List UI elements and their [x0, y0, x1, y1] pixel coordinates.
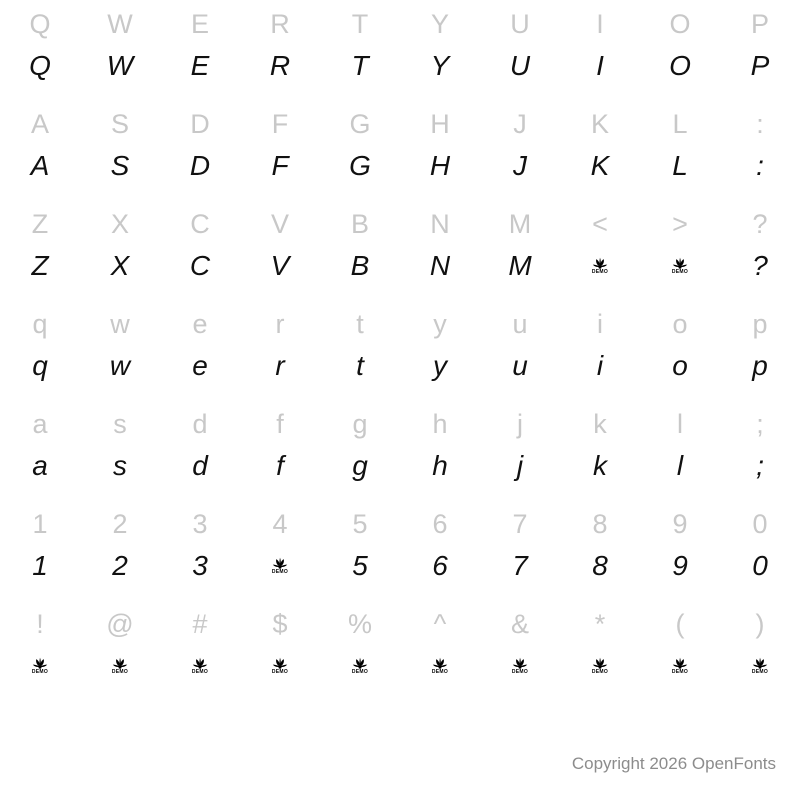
char-cell	[160, 400, 240, 500]
char-cell	[240, 500, 320, 600]
glyph-sample: V	[270, 250, 290, 281]
demo-watermark	[640, 640, 720, 692]
key-label: P	[750, 9, 769, 39]
glyph-sample: g	[352, 450, 368, 481]
char-cell	[0, 0, 80, 100]
char-cell	[480, 200, 560, 300]
glyph-sample: w	[109, 350, 131, 381]
char-cell	[480, 500, 560, 600]
key-label: %	[347, 609, 372, 639]
leaf-burst-icon	[672, 257, 688, 269]
glyph-sample: 0	[752, 550, 768, 581]
char-cell	[320, 500, 400, 600]
leaf-burst-icon	[272, 557, 288, 569]
leaf-burst-icon	[592, 657, 608, 669]
char-cell	[480, 0, 560, 100]
demo-label: DEMO	[351, 669, 369, 675]
key-label: F	[271, 109, 289, 139]
glyph-sample: T	[351, 50, 369, 81]
char-cell	[0, 500, 80, 600]
key-label: w	[110, 309, 130, 339]
char-cell	[0, 200, 80, 300]
key-label: 4	[272, 509, 288, 539]
char-cell	[720, 300, 800, 400]
demo-label: DEMO	[271, 569, 289, 575]
char-cell	[720, 400, 800, 500]
key-label: 0	[752, 509, 768, 539]
key-label: Y	[430, 9, 449, 39]
char-cell	[320, 200, 400, 300]
char-cell	[720, 0, 800, 100]
char-cell	[320, 0, 400, 100]
glyph-sample: A	[30, 150, 50, 181]
key-label: E	[190, 9, 209, 39]
char-cell	[480, 400, 560, 500]
demo-label: DEMO	[31, 669, 49, 675]
key-label: f	[276, 409, 284, 439]
char-cell	[560, 400, 640, 500]
glyph-sample: l	[676, 450, 684, 481]
leaf-burst-icon	[432, 657, 448, 669]
key-label: C	[190, 209, 210, 239]
key-label: &	[510, 609, 529, 639]
char-cell	[160, 0, 240, 100]
glyph-sample: f	[276, 450, 284, 481]
char-cell	[560, 600, 640, 700]
glyph-sample: 9	[672, 550, 688, 581]
glyph-sample: N	[429, 250, 451, 281]
glyph-sample: t	[356, 350, 364, 381]
key-label: a	[32, 409, 48, 439]
glyph-sample: 6	[432, 550, 448, 581]
leaf-burst-icon	[192, 657, 208, 669]
char-cell	[400, 200, 480, 300]
demo-label: DEMO	[671, 669, 689, 675]
char-cell	[0, 400, 80, 500]
key-label: N	[430, 209, 450, 239]
char-cell	[80, 0, 160, 100]
key-label: 8	[592, 509, 608, 539]
char-cell	[80, 500, 160, 600]
glyph-sample: G	[349, 150, 371, 181]
key-label: j	[517, 409, 523, 439]
leaf-burst-icon	[32, 657, 48, 669]
char-cell	[80, 600, 160, 700]
char-cell	[480, 600, 560, 700]
key-label: (	[675, 609, 685, 639]
demo-watermark	[0, 640, 80, 692]
char-cell	[720, 600, 800, 700]
char-cell	[560, 500, 640, 600]
char-cell	[720, 200, 800, 300]
glyph-sample: 7	[512, 550, 528, 581]
char-cell	[560, 300, 640, 400]
demo-label: DEMO	[671, 269, 689, 275]
key-label: Q	[29, 9, 51, 39]
char-cell	[640, 200, 720, 300]
key-label: 1	[32, 509, 48, 539]
glyph-sample: E	[190, 50, 210, 81]
key-label: !	[36, 609, 44, 639]
glyph-sample: U	[509, 50, 531, 81]
glyph-sample: p	[752, 350, 768, 381]
char-cell	[480, 300, 560, 400]
demo-watermark	[160, 640, 240, 692]
key-label: H	[430, 109, 450, 139]
char-cell	[240, 0, 320, 100]
glyph-sample: X	[110, 250, 130, 281]
glyph-sample: q	[32, 350, 48, 381]
leaf-burst-icon	[512, 657, 528, 669]
glyph-sample: u	[512, 350, 528, 381]
char-cell	[720, 500, 800, 600]
glyph-sample: y	[433, 350, 447, 381]
char-cell	[720, 100, 800, 200]
char-cell	[640, 300, 720, 400]
key-label: 6	[432, 509, 448, 539]
key-label: S	[110, 109, 129, 139]
key-label: :	[756, 109, 764, 139]
leaf-burst-icon	[352, 657, 368, 669]
key-label: >	[672, 209, 688, 239]
key-label: *	[594, 609, 606, 639]
key-label: I	[596, 9, 604, 39]
key-label: A	[30, 109, 49, 139]
char-cell	[560, 200, 640, 300]
demo-watermark	[480, 640, 560, 692]
glyph-sample: i	[596, 350, 604, 381]
glyph-sample: I	[596, 50, 604, 81]
glyph-sample: W	[106, 50, 134, 81]
char-cell	[400, 600, 480, 700]
char-cell	[240, 400, 320, 500]
copyright-notice: Copyright 2026 OpenFonts	[571, 754, 776, 773]
glyph-sample: Q	[29, 50, 51, 81]
key-label: 5	[352, 509, 368, 539]
key-label: U	[510, 9, 530, 39]
key-label: e	[192, 309, 208, 339]
glyph-sample: M	[508, 250, 532, 281]
demo-watermark	[560, 240, 640, 292]
glyph-sample: P	[750, 50, 770, 81]
char-cell	[320, 400, 400, 500]
char-cell	[400, 100, 480, 200]
char-cell	[160, 200, 240, 300]
char-cell	[80, 400, 160, 500]
key-label: B	[350, 209, 369, 239]
char-cell	[160, 600, 240, 700]
glyph-sample: r	[275, 350, 285, 381]
char-cell	[0, 300, 80, 400]
char-cell	[400, 500, 480, 600]
glyph-sample: 2	[112, 550, 128, 581]
demo-watermark	[80, 640, 160, 692]
demo-label: DEMO	[111, 669, 129, 675]
key-label: 9	[672, 509, 688, 539]
leaf-burst-icon	[112, 657, 128, 669]
key-label: k	[593, 409, 607, 439]
char-cell	[640, 600, 720, 700]
char-cell	[160, 100, 240, 200]
demo-watermark	[240, 540, 320, 592]
key-label: l	[677, 409, 683, 439]
demo-label: DEMO	[591, 269, 609, 275]
key-label: K	[590, 109, 609, 139]
key-label: s	[113, 409, 127, 439]
key-label: L	[672, 109, 688, 139]
key-label: )	[755, 609, 765, 639]
char-cell	[640, 400, 720, 500]
char-cell	[240, 200, 320, 300]
leaf-burst-icon	[752, 657, 768, 669]
glyph-sample: e	[192, 350, 208, 381]
glyph-sample: K	[590, 150, 610, 181]
key-label: #	[192, 609, 208, 639]
char-cell	[240, 300, 320, 400]
char-cell	[0, 100, 80, 200]
glyph-sample: 8	[592, 550, 608, 581]
char-cell	[560, 0, 640, 100]
glyph-sample: ;	[756, 450, 764, 481]
key-label: i	[597, 309, 603, 339]
char-cell	[80, 200, 160, 300]
demo-label: DEMO	[751, 669, 769, 675]
key-label: r	[275, 309, 285, 339]
glyph-sample: B	[350, 250, 370, 281]
glyph-sample: a	[32, 450, 48, 481]
char-cell	[400, 0, 480, 100]
key-label: X	[110, 209, 129, 239]
demo-watermark	[560, 640, 640, 692]
glyph-sample: o	[672, 350, 688, 381]
char-cell	[640, 100, 720, 200]
key-label: d	[192, 409, 208, 439]
glyph-sample: ?	[752, 250, 768, 281]
char-cell	[400, 400, 480, 500]
key-label: R	[270, 9, 290, 39]
char-cell	[640, 500, 720, 600]
key-label: o	[672, 309, 688, 339]
key-label: t	[356, 309, 364, 339]
glyph-sample: 5	[352, 550, 368, 581]
key-label: 2	[112, 509, 128, 539]
char-cell	[240, 100, 320, 200]
key-label: 3	[192, 509, 208, 539]
glyph-sample: :	[756, 150, 764, 181]
char-cell	[320, 300, 400, 400]
char-cell	[480, 100, 560, 200]
glyph-sample: L	[672, 150, 688, 181]
demo-watermark	[320, 640, 400, 692]
demo-watermark	[240, 640, 320, 692]
glyph-sample: C	[189, 250, 211, 281]
key-label: ;	[756, 409, 764, 439]
glyph-sample: 1	[32, 550, 48, 581]
glyph-sample: H	[429, 150, 451, 181]
leaf-burst-icon	[272, 657, 288, 669]
char-cell	[160, 500, 240, 600]
char-cell	[160, 300, 240, 400]
key-label: V	[270, 209, 289, 239]
char-cell	[400, 300, 480, 400]
glyph-sample: O	[669, 50, 691, 81]
glyph-sample: S	[110, 150, 130, 181]
demo-watermark	[640, 240, 720, 292]
leaf-burst-icon	[672, 657, 688, 669]
key-label: y	[433, 309, 447, 339]
char-cell	[80, 300, 160, 400]
glyph-sample: d	[192, 450, 208, 481]
glyph-sample: F	[271, 150, 289, 181]
key-label: p	[752, 309, 768, 339]
key-label: G	[349, 109, 371, 139]
char-cell	[640, 0, 720, 100]
key-label: ^	[433, 609, 447, 639]
glyph-sample: D	[189, 150, 211, 181]
demo-watermark	[720, 640, 800, 692]
char-cell	[320, 600, 400, 700]
char-cell	[80, 100, 160, 200]
key-label: D	[190, 109, 210, 139]
glyph-sample: R	[269, 50, 291, 81]
char-cell	[240, 600, 320, 700]
demo-label: DEMO	[511, 669, 529, 675]
key-label: g	[352, 409, 368, 439]
demo-label: DEMO	[191, 669, 209, 675]
glyph-sample: k	[593, 450, 607, 481]
demo-watermark	[400, 640, 480, 692]
key-label: 7	[512, 509, 528, 539]
char-cell	[320, 100, 400, 200]
key-label: u	[512, 309, 528, 339]
key-label: @	[106, 609, 134, 639]
glyph-sample: Y	[430, 50, 450, 81]
key-label: T	[351, 9, 369, 39]
demo-label: DEMO	[271, 669, 289, 675]
demo-label: DEMO	[431, 669, 449, 675]
key-label: O	[669, 9, 691, 39]
glyph-sample: Z	[31, 250, 49, 281]
key-label: M	[508, 209, 532, 239]
key-label: <	[592, 209, 608, 239]
char-cell	[0, 600, 80, 700]
key-label: $	[272, 609, 288, 639]
glyph-sample: j	[516, 450, 524, 481]
key-label: J	[513, 109, 527, 139]
demo-label: DEMO	[591, 669, 609, 675]
char-cell	[560, 100, 640, 200]
glyph-sample: h	[432, 450, 448, 481]
glyph-sample: J	[513, 150, 527, 181]
glyph-sample: 3	[192, 550, 208, 581]
key-label: q	[32, 309, 48, 339]
key-label: ?	[752, 209, 768, 239]
glyph-sample: s	[113, 450, 127, 481]
key-label: h	[432, 409, 448, 439]
key-label: W	[107, 9, 133, 39]
key-label: Z	[31, 209, 49, 239]
leaf-burst-icon	[592, 257, 608, 269]
